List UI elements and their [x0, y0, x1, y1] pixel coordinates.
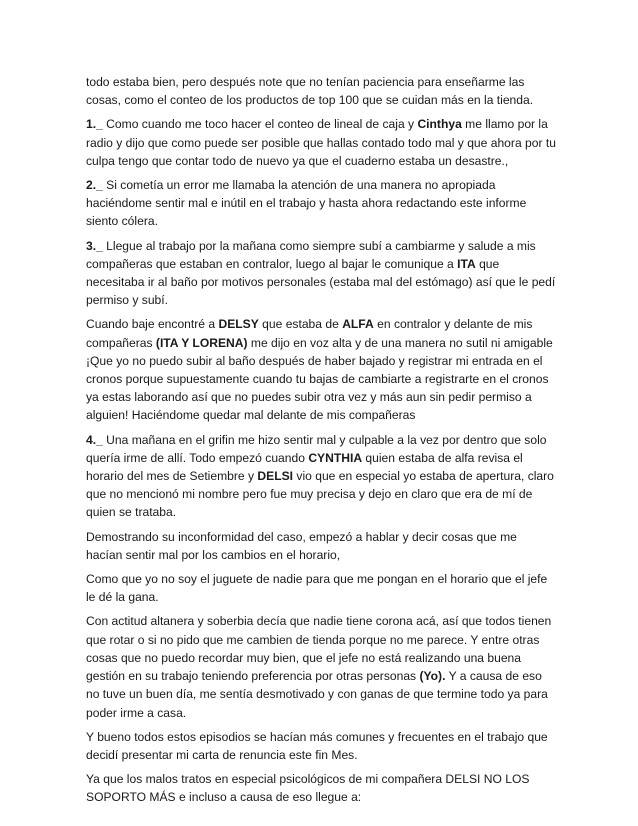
paragraph-delsy [86, 315, 556, 424]
bold-text-run: CYNTHIA [308, 450, 363, 465]
bold-text-run: 3._ [86, 238, 103, 253]
paragraph-renuncia [86, 728, 556, 764]
bold-text-run: ITA [457, 256, 476, 271]
text-run: Y bueno todos estos episodios se hacían más comunes y frecuentes en el trabajo que decidí presentar mi carta de renuncia este fin Mes. [86, 729, 548, 762]
text-run: en contralor y delante de mis compañeras [86, 317, 533, 350]
bold-text-run: DELSI [257, 469, 294, 484]
paragraph-point-1 [86, 115, 556, 170]
paragraph-inconformidad [86, 528, 556, 564]
text-run: Cuando baje encontré a [86, 317, 219, 332]
paragraph-point-3 [86, 237, 556, 310]
bold-text-run: DELSY [218, 317, 259, 332]
text-run: Una mañana en el grifin me hizo sentir mal y culpable a la vez por dentro que solo quería irme de allí. Todo empezó cuando [86, 432, 547, 465]
bold-text-run: ALFA [342, 317, 374, 332]
bold-text-run: (ITA Y LORENA) [155, 335, 248, 350]
text-run: Si cometía un error me llamaba la atención de una manera no apropiada haciéndome sentir mal e inútil en el trabajo y hasta ahora redactando este informe siento cólera. [86, 178, 527, 229]
paragraph-point-4 [86, 431, 556, 522]
paragraph-point-2 [86, 176, 556, 231]
paragraph-juguete [86, 570, 556, 606]
text-run: Y a causa de eso no tuve un buen día, me sentía desmotivado y con ganas de que termine todo ya para poder irme a casa. [86, 669, 548, 720]
text-run: Con actitud altanera y soberbia decía que nadie tiene corona acá, así que todos tienen que rotar o si no pido que me cambien de tienda porque no me parece. Y entre otras cosas que no puedo recordar muy bien, que el jefe no está realizando una buena gestión en su trabajo teniendo preferencia por otras personas [86, 614, 552, 684]
paragraph-intro [86, 73, 556, 109]
bold-text-run: 1._ [86, 117, 103, 132]
text-run: Como que yo no soy el juguete de nadie para que me pongan en el horario que el jefe le dé la gana. [86, 572, 548, 605]
text-run: que estaba de [258, 317, 343, 332]
text-run: Demostrando su inconformidad del caso, empezó a hablar y decir cosas que me hacían sentir mal por los cambios en el horario, [86, 529, 517, 562]
text-run: todo estaba bien, pero después note que no tenían paciencia para enseñarme las cosas, como el conteo de los productos de top 100 que se cuidan más en la tienda. [86, 75, 534, 108]
paragraph-actitud [86, 612, 556, 721]
bold-text-run: (Yo). [419, 669, 446, 684]
text-run: Llegue al trabajo por la mañana como siempre subí a cambiarme y salude a mis compañeras que estaban en contralor, luego al bajar le comunique a [86, 238, 536, 271]
text-run: vio que en especial yo estaba de apertura, claro que no mencionó mi nombre pero fue muy precisa y dejo en claro que era de mí de quien se trataba. [86, 469, 554, 520]
text-run: Ya que los malos tratos en especial psicológicos de mi compañera DELSI NO LOS SOPORTO MÁS e incluso a causa de eso llegue a: [86, 772, 530, 805]
text-run: que necesitaba ir al baño por motivos personales (estaba mal del estómago) así que le pedí permiso y subí. [86, 256, 556, 308]
text-run: me dijo en voz alta y de una manera no sutil ni amigable ¡Que yo no puedo subir al baño después de haber bajado y registrar mi entrada en el cronos porque supuestamente cuando tu bajas de cambiarte a registrarte en el cronos ya estas laborando así que no puedes subir otra vez y más aun sin pedir permiso a alguien! Haciéndome quedar mal delante de mis compañeras [86, 335, 553, 423]
text-run: Como cuando me toco hacer el conteo de lineal de caja y [102, 117, 418, 132]
document-body [86, 73, 556, 813]
paragraph-conclusion [86, 770, 556, 806]
text-run: me llamo por la radio y dijo que como puede ser posible que hallas contado todo mal y que ahora por tu culpa tengo que contar todo de nuevo ya que el cuaderno estaba un desastre., [86, 117, 556, 168]
bold-text-run: 2._ [86, 178, 103, 193]
bold-text-run: 4._ [86, 432, 103, 447]
bold-text-run: Cinthya [417, 117, 462, 132]
text-run: quien estaba de alfa revisa el horario del mes de Setiembre y [86, 450, 523, 484]
